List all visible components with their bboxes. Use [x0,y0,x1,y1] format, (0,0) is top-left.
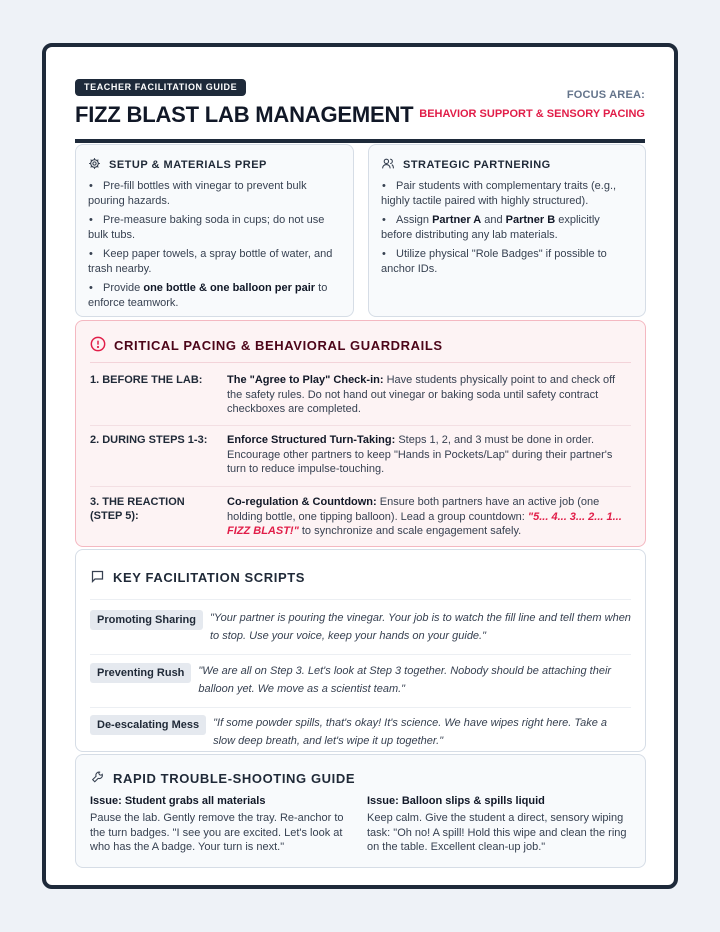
header [75,79,645,143]
partnering-card-title [381,157,633,173]
focus-area-value: BEHAVIOR SUPPORT & SENSORY PACING [419,108,645,120]
setup-card-title [88,157,341,173]
guardrail-row-before [90,363,631,426]
list-item: • Assign Partner A and Partner B explicitly before distributing any lab materials. [381,214,600,241]
list-item: • Keep paper towels, a spray bottle of water, and trash nearby. [88,248,333,275]
chat-icon [90,569,105,587]
script-quote: "If some powder spills, that's okay! It's science. We have wipes right here. Take a slow deep breath, and let's wipe it up together." [213,717,608,747]
trouble-title [90,769,631,787]
issue-body: Keep calm. Give the student a direct, sensory wiping task: "Oh no! A spill! Hold this wipe and clean the ring on the table. Excellent clean-up job." [367,812,627,853]
wrench-icon [90,769,105,787]
list-item: • Pre-measure baking soda in cups; do not use bulk tubs. [88,214,325,241]
critical-title-text: CRITICAL PACING & BEHAVIORAL GUARDRAILS [114,338,443,353]
guardrail-label: 2. DURING STEPS 1-3: [90,434,208,446]
script-row [90,655,631,708]
guardrail-text: Enforce Structured Turn-Taking: Steps 1, 2, and 3 must be done in order. Encourage other partners to keep "Hands in Pockets/Lap" during their partner's turn to reduce impulse-touching. [227,434,613,475]
trouble-title-text: RAPID TROUBLE-SHOOTING GUIDE [113,770,356,786]
guardrail-text: The "Agree to Play" Check-in: Have students physically point to and check off the safety rules. Do not hand out vinegar or baking soda until safety contract checkboxes are completed. [227,374,616,415]
script-row [90,708,631,750]
list-item: • Pre-fill bottles with vinegar to prevent bulk pouring hazards. [88,180,307,207]
list-item: • Pair students with complementary traits (e.g., highly tactile paired with highly structured). [381,180,617,207]
guardrail-row-during [90,426,631,487]
guide-badge: TEACHER FACILITATION GUIDE [75,79,246,96]
partnering-card [368,144,646,317]
script-tag: Promoting Sharing [90,610,203,630]
critical-title [90,335,631,363]
focus-area-label: FOCUS AREA: [566,89,645,101]
list-item: • Provide one bottle & one balloon per pair to enforce teamwork. [88,282,328,309]
scripts-title-text: KEY FACILITATION SCRIPTS [113,570,306,585]
alert-circle-icon [90,336,106,355]
guardrail-label: 3. THE REACTION (STEP 5): [90,496,185,522]
partnering-title-text: STRATEGIC PARTNERING [403,159,551,171]
countdown-text: "5... 4... 3... 2... 1... FIZZ BLAST!" [227,510,622,537]
setup-list [88,179,341,310]
script-row [90,600,631,655]
setup-card [75,144,354,317]
issue-body: Pause the lab. Gently remove the tray. Re-anchor to the turn badges. "I see you are excited. Let's look at who has the A badge. Your turn is next." [90,812,344,853]
script-quote: "We are all on Step 3. Let's look at Step 3 together. Nobody should be attaching their balloon yet. We move as a scientist team." [198,665,612,695]
trouble-issue-grabs [90,795,355,855]
guardrail-text: Co-regulation & Countdown: Ensure both partners have an active job (one holding bottle, one tipping balloon). Lead a group countdown: "5... 4... 3... 2... 1... FIZZ BLAST!" to synchronize and scale engagement safely. [227,496,622,537]
gear-icon [88,157,101,173]
trouble-issue-spills [367,795,632,855]
list-item: • Utilize physical "Role Badges" if possible to anchor IDs. [381,248,607,275]
scripts-title [90,564,631,600]
issue-heading: Issue: Student grabs all materials [90,795,266,807]
page-title: FIZZ BLAST LAB MANAGEMENT [75,102,414,127]
script-quote: "Your partner is pouring the vinegar. Your job is to watch the fill line and tell them when to stop. Use your voice, keep your hands on your guide." [210,612,631,642]
troubleshooting-card [75,754,646,868]
script-tag: Preventing Rush [90,663,191,683]
guide-sheet [42,43,678,889]
critical-guardrails-card [75,320,646,547]
guardrail-row-reaction [90,487,631,539]
guardrail-label: 1. BEFORE THE LAB: [90,374,203,386]
facilitation-scripts-card [75,549,646,752]
partnering-list [381,179,633,276]
script-tag: De-escalating Mess [90,715,206,735]
issue-heading: Issue: Balloon slips & spills liquid [367,795,545,807]
users-icon [381,157,395,173]
setup-title-text: SETUP & MATERIALS PREP [109,159,267,171]
